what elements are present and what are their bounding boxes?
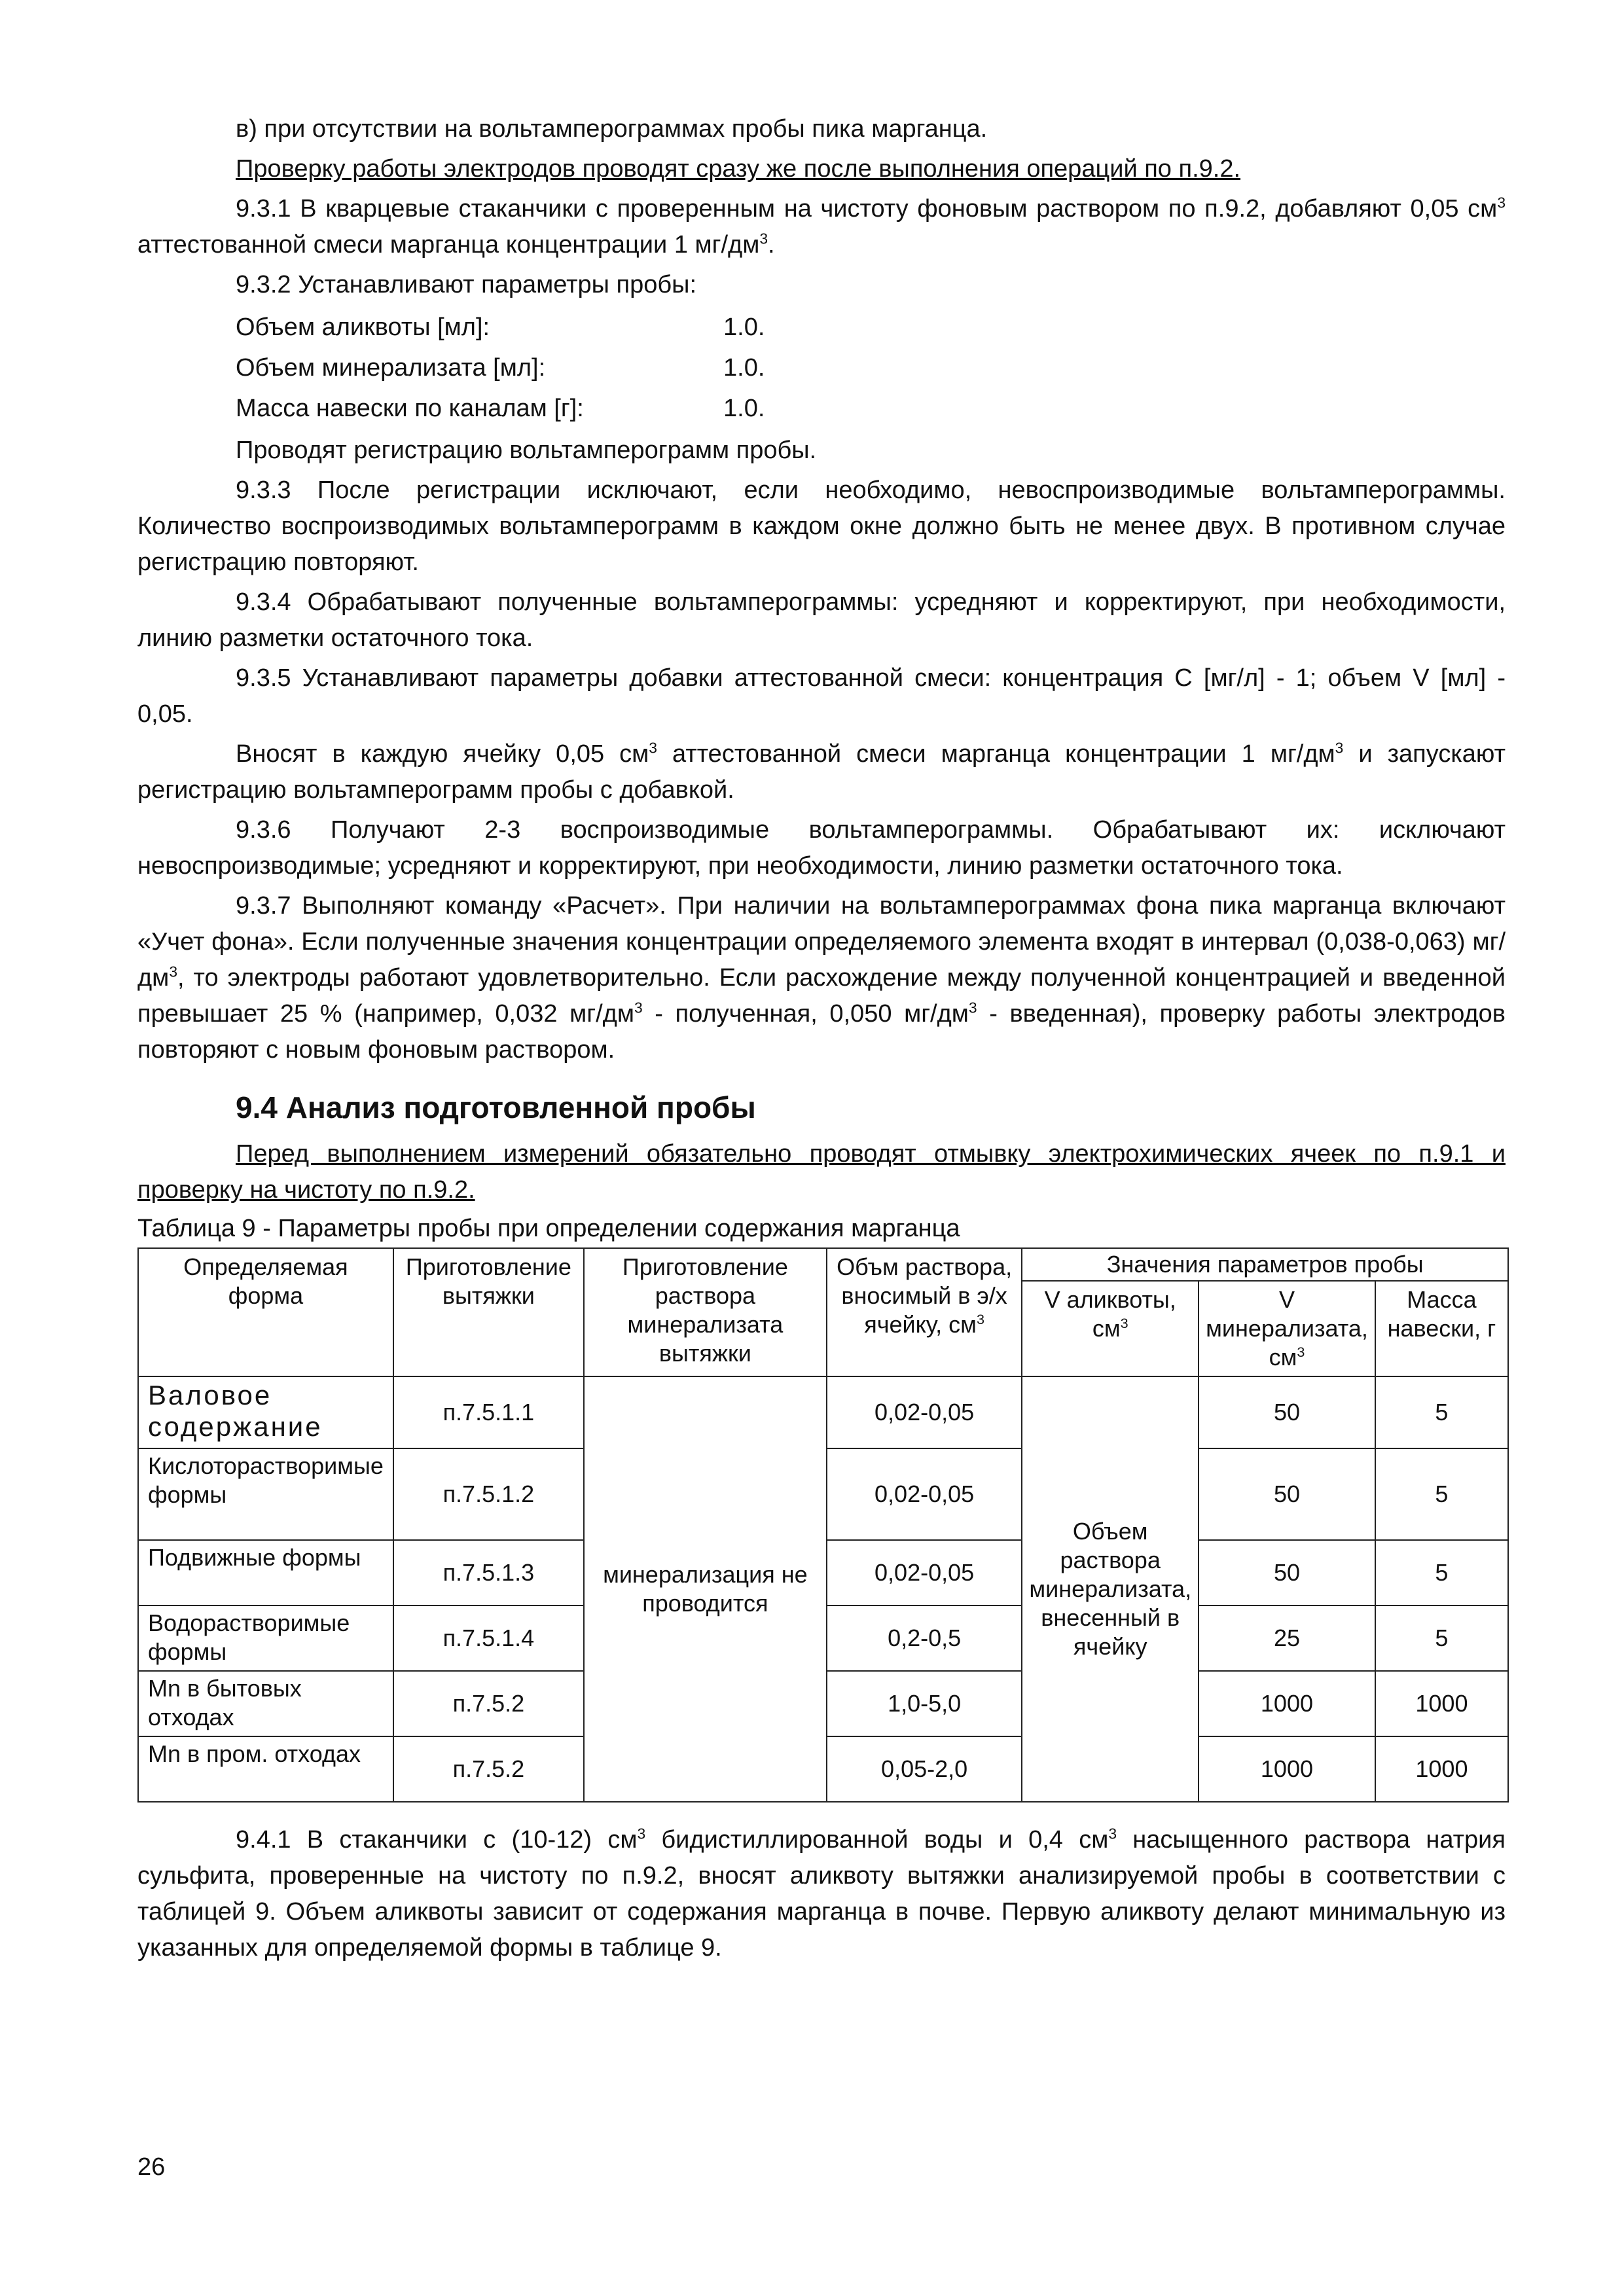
cell-extract: п.7.5.2	[393, 1671, 584, 1736]
cell-mass: 1000	[1375, 1736, 1508, 1802]
cell-v-mineral: 1000	[1199, 1736, 1375, 1802]
param-row	[236, 388, 1506, 429]
paragraph-9-3-3: 9.3.3 После регистрации исключают, если необходимо, невоспроизводимые вольтамперограммы. Количество воспроизводимых вольтамперограмм в каждом окне должно быть не менее двух. В противном случае регистрацию повторяют.	[137, 476, 1506, 576]
cell-mineral-merged: минерализация не проводится	[584, 1376, 827, 1802]
text-run: , то электроды работают удовлетворительно. Если расхождение между полученной концентрацией и введенной превышает 25 % (например, 0,032 мг/дм	[137, 964, 1506, 1028]
param-row	[236, 348, 1506, 388]
cell-form: Mn в пром. отходах	[138, 1736, 393, 1802]
text-run: .	[768, 231, 775, 259]
superscript: 3	[634, 999, 643, 1016]
paragraph-9-3-6: 9.3.6 Получают 2-3 воспроизводимые вольтамперограммы. Обрабатывают их: исключают невоспроизводимые; усредняют и корректируют, при необходимости, линию разметки остаточного тока.	[137, 816, 1506, 880]
paragraph-9-3-4: 9.3.4 Обрабатывают полученные вольтамперограммы: усредняют и корректируют, при необходимости, линию разметки остаточного тока.	[137, 588, 1506, 652]
cell-volume: 0,05-2,0	[827, 1736, 1022, 1802]
cell-extract: п.7.5.1.4	[393, 1605, 584, 1671]
header-text: V минерализата, см	[1206, 1286, 1368, 1371]
superscript: 3	[1335, 739, 1344, 757]
cell-volume: 0,02-0,05	[827, 1448, 1022, 1540]
header-text: V аликвоты, см	[1044, 1286, 1176, 1342]
paragraph-9-4-1	[137, 1822, 1506, 1966]
underlined-text: Проверку работы электродов проводят сразу же после выполнения операций по п.9.2.	[236, 155, 1241, 183]
header-group: Значения параметров пробы	[1022, 1248, 1508, 1281]
cell-volume: 0,02-0,05	[827, 1376, 1022, 1448]
param-row	[236, 307, 1506, 348]
paragraph-9-3-7	[137, 888, 1506, 1068]
cell-v-mineral: 50	[1199, 1448, 1375, 1540]
superscript: 3	[1497, 194, 1506, 211]
cell-extract: п.7.5.1.3	[393, 1540, 584, 1605]
table-caption: Таблица 9 - Параметры пробы при определении содержания марганца	[137, 1215, 960, 1242]
paragraph-registration: Проводят регистрацию вольтамперограмм пробы.	[236, 437, 817, 464]
text-run: - полученная, 0,050 мг/дм	[642, 1000, 969, 1028]
header-form: Определяемая форма	[138, 1248, 393, 1376]
cell-form: Кислоторастворимые формы	[138, 1448, 393, 1540]
underlined-text: Перед выполнением измерений обязательно проводят отмывку электрохимических ячеек по п.9.1 и проверку на чистоту по п.9.2.	[137, 1140, 1506, 1204]
table-header-row	[138, 1248, 1508, 1281]
param-label: Объем минерализата [мл]:	[236, 353, 546, 382]
superscript: 3	[169, 963, 177, 980]
superscript: 3	[759, 230, 768, 247]
cell-volume: 1,0-5,0	[827, 1671, 1022, 1736]
cell-extract: п.7.5.2	[393, 1736, 584, 1802]
text-run: Вносят в каждую ячейку 0,05 см	[236, 740, 649, 768]
page-content	[137, 111, 1506, 1970]
cell-form: Подвижные формы	[138, 1540, 393, 1605]
cell-mass: 5	[1375, 1448, 1508, 1540]
cell-form: Водорастворимые формы	[138, 1605, 393, 1671]
header-volume	[827, 1248, 1022, 1376]
text-run: 9.4.1 В стаканчики с (10-12) см	[236, 1826, 638, 1854]
paragraph-v: в) при отсутствии на вольтамперограммах пробы пика марганца.	[236, 115, 988, 143]
text-run: насыщенного раствора натрия сульфита, проверенные на чистоту по п.9.2, вносят аликвоту вытяжки анализируемой пробы в соответствии с таблицей 9. Объем аликвоты зависит от содержания марганца в почве. Первую аликвоту делают минимальную из указанных для определяемой формы в таблице 9.	[137, 1826, 1506, 1962]
paragraph-addition	[137, 736, 1506, 808]
param-value: 1.0.	[723, 394, 765, 422]
header-mass: Масса навески, г	[1375, 1281, 1508, 1376]
header-v-mineral	[1199, 1281, 1375, 1376]
cell-v-mineral: 50	[1199, 1540, 1375, 1605]
header-v-aliquot	[1022, 1281, 1199, 1376]
text-run: аттестованной смеси марганца концентрации 1 мг/дм	[657, 740, 1335, 768]
cell-volume: 0,02-0,05	[827, 1540, 1022, 1605]
superscript: 3	[1297, 1344, 1305, 1360]
header-text: Объм раствора, вносимый в э/х ячейку, см	[837, 1253, 1013, 1338]
superscript: 3	[976, 1311, 984, 1327]
superscript: 3	[1120, 1315, 1128, 1331]
paragraph-9-3-5: 9.3.5 Устанавливают параметры добавки аттестованной смеси: концентрация С [мг/л] - 1; объем V [мл] - 0,05.	[137, 664, 1506, 728]
param-value: 1.0.	[723, 313, 765, 341]
superscript: 3	[1108, 1825, 1117, 1842]
superscript: 3	[968, 999, 977, 1016]
header-extract: Приготовление вытяжки	[393, 1248, 584, 1376]
paragraph-9-3-1	[137, 191, 1506, 263]
paragraph-check	[137, 151, 1506, 187]
cell-mass: 1000	[1375, 1671, 1508, 1736]
param-label: Объем аликвоты [мл]:	[236, 313, 490, 341]
text-run: - введенная), проверку работы электродов повторяют с новым фоновым раствором.	[137, 1000, 1506, 1064]
cell-form: Mn в бытовых отходах	[138, 1671, 393, 1736]
sample-parameters	[236, 307, 1506, 429]
cell-mass: 5	[1375, 1540, 1508, 1605]
text-run: и запускают регистрацию вольтамперограмм пробы с добавкой.	[137, 740, 1506, 804]
header-mineral: Приготовление раствора минерализата вытяжки	[584, 1248, 827, 1376]
text-run: аттестованной смеси марганца концентрации 1 мг/дм	[137, 231, 760, 259]
text-run: бидистиллированной воды и 0,4 см	[645, 1826, 1109, 1854]
superscript: 3	[637, 1825, 646, 1842]
cell-v-mineral: 25	[1199, 1605, 1375, 1671]
text-run: 9.3.7 Выполняют команду «Расчет». При наличии на вольтамперограммах фона пика марганца включают «Учет фона». Если полученные значения концентрации определяемого элемента входят в интервал (0,038-0,063) мг/дм	[137, 892, 1506, 992]
cell-mass: 5	[1375, 1605, 1508, 1671]
paragraph-9-3-2: 9.3.2 Устанавливают параметры пробы:	[236, 271, 697, 298]
text-run: 9.3.1 В кварцевые стаканчики с проверенным на чистоту фоновым раствором по п.9.2, добавляют 0,05 см	[236, 195, 1498, 223]
section-heading: 9.4 Анализ подготовленной пробы	[236, 1090, 756, 1124]
cell-v-mineral: 50	[1199, 1376, 1375, 1448]
cell-volume: 0,2-0,5	[827, 1605, 1022, 1671]
cell-form: Валовое содержание	[138, 1376, 393, 1448]
cell-extract: п.7.5.1.2	[393, 1448, 584, 1540]
param-label: Масса навески по каналам [г]:	[236, 394, 584, 422]
param-value: 1.0.	[723, 353, 765, 382]
superscript: 3	[649, 739, 657, 757]
cell-mass: 5	[1375, 1376, 1508, 1448]
page-number: 26	[137, 2153, 166, 2181]
cell-v-aliquot-merged: Объем раствора минерализата, внесенный в ячейку	[1022, 1376, 1199, 1802]
parameters-table	[137, 1247, 1509, 1803]
paragraph-before-measure	[137, 1136, 1506, 1208]
cell-extract: п.7.5.1.1	[393, 1376, 584, 1448]
table-row	[138, 1376, 1508, 1448]
cell-v-mineral: 1000	[1199, 1671, 1375, 1736]
